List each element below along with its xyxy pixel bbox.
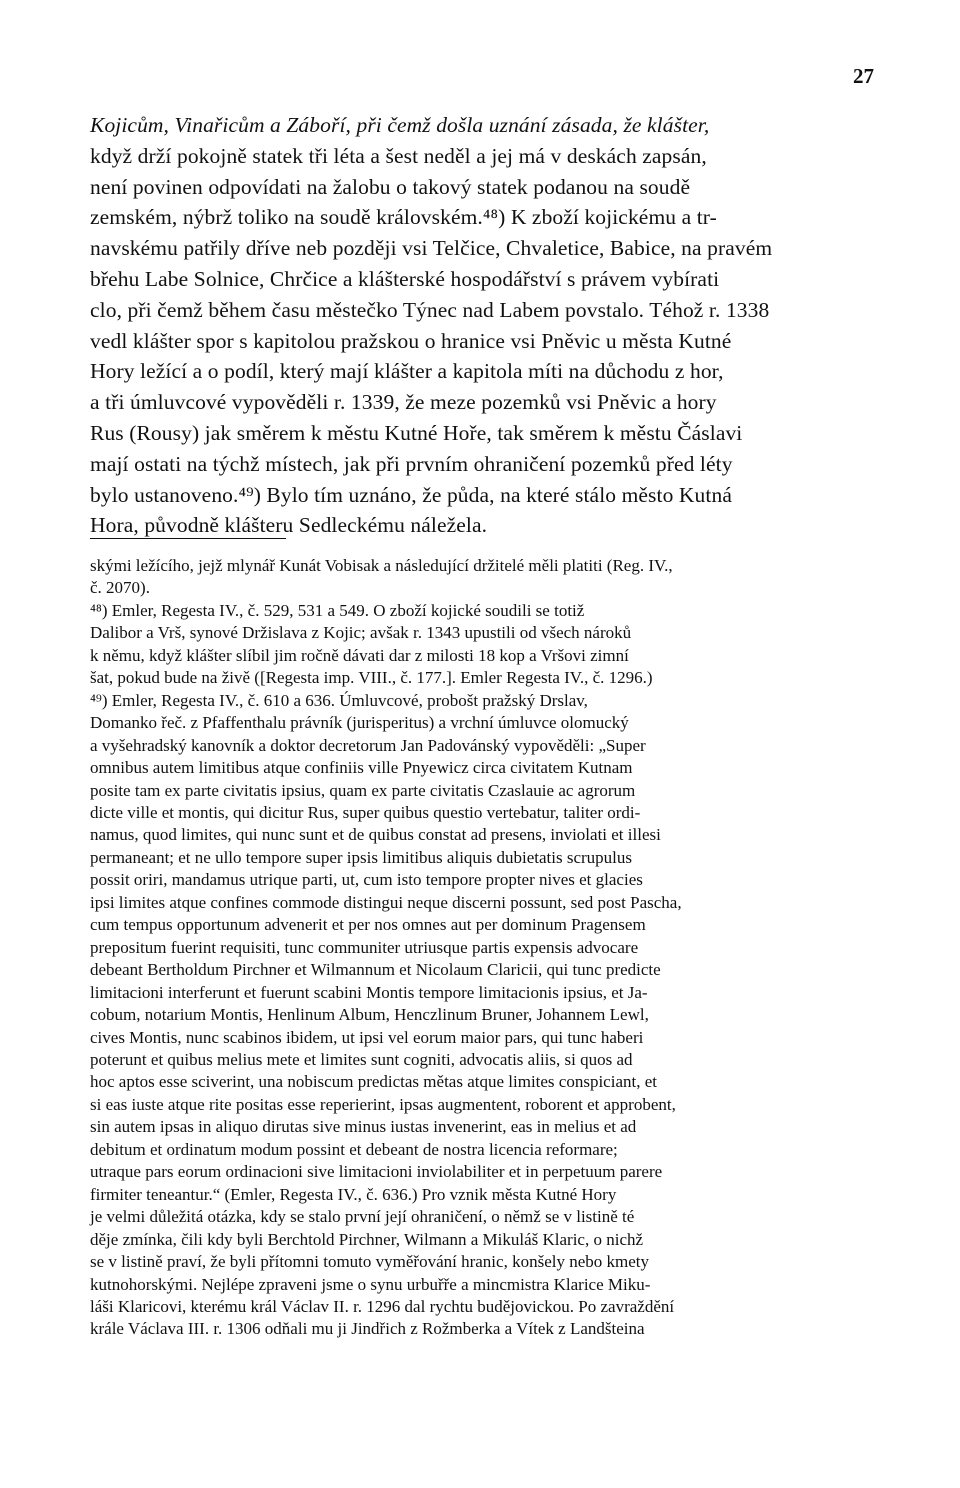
main-line: Rus (Rousy) jak směrem k městu Kutné Hoře, tak směrem k městu Čáslavi [90, 420, 743, 445]
footnote-line: limitacioni interferunt et fuerunt scabini Montis tempore limitacionis ipsius, et Ja- [90, 982, 648, 1002]
footnote-line: kutnohorskými. Nejlépe zpraveni jsme o synu urbuřře a mincmistra Klarice Miku- [90, 1274, 651, 1294]
main-line: navskému patřily dříve neb později vsi Telčice, Chvaletice, Babice, na pravém [90, 236, 773, 261]
footnote-line: k němu, když klášter slíbil jim ročně dávati dar z milosti 18 kop a Vršovi zimní [90, 645, 629, 665]
main-line: když drží pokojně statek tři léta a šest neděl a jej má v deskách zapsán, [90, 143, 707, 168]
main-line: clo, při čemž během času městečko Týnec nad Labem povstalo. Téhož r. 1338 [90, 297, 770, 322]
footnote-line: sin autem ipsas in aliquo dirutas sive minus iustas invenerint, eas in melius et ad [90, 1117, 637, 1137]
main-line: bylo ustanoveno.⁴⁹) Bylo tím uznáno, že půda, na které stálo město Kutná [90, 482, 732, 507]
footnote-line: cives Montis, nunc scabinos ibidem, ut ipsi vel eorum maior pars, qui tunc haberi [90, 1027, 644, 1047]
main-line: a tři úmluvcové vypověděli r. 1339, že meze pozemků vsi Pněvic a hory [90, 390, 717, 415]
footnote-line: je velmi důležitá otázka, kdy se stalo první její ohraničení, o němž se v listině té [90, 1207, 635, 1227]
footnote-line: utraque pars eorum ordinacioni sive limitacioni inviolabiliter et in perpetuum parere [90, 1162, 663, 1182]
footnote-line: Domanko řeč. z Pfaffenthalu právník (jurisperitus) a vrchní úmluvce olomucký [90, 713, 629, 733]
footnote-line: dicte ville et montis, qui dicitur Rus, super quibus questio vertebatur, taliter ordi- [90, 802, 641, 822]
footnote-line: ⁴⁸) Emler, Regesta IV., č. 529, 531 a 549. O zboží kojické soudili se totiž [90, 600, 585, 620]
main-line: břehu Labe Solnice, Chrčice a klášterské hospodářství s právem vybírati [90, 266, 720, 291]
footnote-line: posite tam ex parte civitatis ipsius, quam ex parte civitatis Czaslauie ac agrorum [90, 780, 636, 800]
footnote-line: debitum et ordinatum modum possint et debeant de nostra licencia reformare; [90, 1139, 618, 1159]
footnote-line: děje zmínka, čili kdy byli Berchtold Pirchner, Wilmann a Mikuláš Klaric, o nichž [90, 1229, 644, 1249]
footnote-line: hoc aptos esse sciverint, una nobiscum predictas mětas atque limites conspiciant, et [90, 1072, 657, 1092]
footnote-line: č. 2070). [90, 578, 150, 598]
footnote-line: ipsi limites atque confines commode distingui neque discerni possunt, sed post Pascha, [90, 892, 682, 912]
footnote-line: possit oriri, mandamus utrique parti, ut, cum isto tempore propter nives et glacies [90, 870, 643, 890]
footnote-line: poterunt et quibus melius mete et limites sunt cogniti, advocatis aliis, si quos ad [90, 1049, 633, 1069]
main-line: vedl klášter spor s kapitolou pražskou o hranice vsi Pněvic u města Kutné [90, 328, 732, 353]
footnote-line: láši Klaricovi, kterému král Václav II. r. 1296 dal rychtu budějovickou. Po zavraždění [90, 1296, 675, 1316]
footnote-line: permaneant; et ne ullo tempore super ipsis limitibus aliquis dubietatis scrupulus [90, 847, 633, 867]
footnote-line: prepositum fuerint requisiti, tunc communiter utriusque partis expensis advocare [90, 937, 639, 957]
main-line: Hory ležící a o podíl, který mají klášter a kapitola míti na důchodu z hor, [90, 359, 724, 384]
footnote-line: ⁴⁹) Emler, Regesta IV., č. 610 a 636. Úmluvcové, probošt pražský Drslav, [90, 690, 588, 710]
footnote-line: krále Václava III. r. 1306 odňali mu ji Jindřich z Rožmberka a Vítek z Landšteina [90, 1319, 645, 1339]
main-line: mají ostati na týchž místech, jak při prvním ohraničení pozemků před léty [90, 451, 733, 476]
footnote-line: se v listině praví, že byli přítomni tomuto vyměřování hranic, konšely nebo kmety [90, 1252, 649, 1272]
footnote-rule [90, 538, 286, 539]
footnote-line: cobum, notarium Montis, Henlinum Album, Henczlinum Bruner, Johannem Lewl, [90, 1005, 649, 1025]
main-line-seg: Kojicům, Vinařicům a Záboří, při čemž došla uznání zásada, že klášter, [90, 113, 710, 137]
footnote-line: firmiter teneantur.“ (Emler, Regesta IV., č. 636.) Pro vznik města Kutné Hory [90, 1184, 617, 1204]
main-line: zemském, nýbrž toliko na soudě královském.⁴⁸) K zboží kojickému a tr- [90, 205, 717, 230]
footnote-line: namus, quod limites, qui nunc sunt et de quibus constat ad presens, inviolati et illesi [90, 825, 661, 845]
main-line [90, 110, 870, 141]
main-text [90, 110, 870, 541]
footnotes [90, 555, 870, 1341]
main-line: není povinen odpovídati na žalobu o takový statek podanou na soudě [90, 174, 691, 199]
footnote-line: Dalibor a Vrš, synové Držislava z Kojic; avšak r. 1343 upustili od všech nároků [90, 623, 632, 643]
footnote-line: omnibus autem limitibus atque confiniis ville Pnyewicz circa civitatem Kutnam [90, 758, 633, 778]
footnote-line: cum tempus opportunum advenerit et per nos omnes aut per dominum Pragensem [90, 915, 646, 935]
main-line: Hora, původně klášteru Sedleckému náležela. [90, 513, 488, 538]
footnote-line: šat, pokud bude na živě ([Regesta imp. VIII., č. 177.]. Emler Regesta IV., č. 1296.) [90, 668, 653, 688]
footnote-line: skými ležícího, jejž mlynář Kunát Vobisak a následující držitelé měli platiti (Reg. IV., [90, 556, 673, 575]
footnote-line: si eas iuste atque rite positas esse reperierint, ipsas augmentent, roborent et approbent, [90, 1094, 676, 1114]
footnote-line: a vyšehradský kanovník a doktor decretorum Jan Padovánský vypověděli: „Super [90, 735, 646, 755]
footnote-line: debeant Bertholdum Pirchner et Wilmannum et Nicolaum Claricii, qui tunc predicte [90, 960, 661, 980]
page-number: 27 [853, 64, 874, 88]
